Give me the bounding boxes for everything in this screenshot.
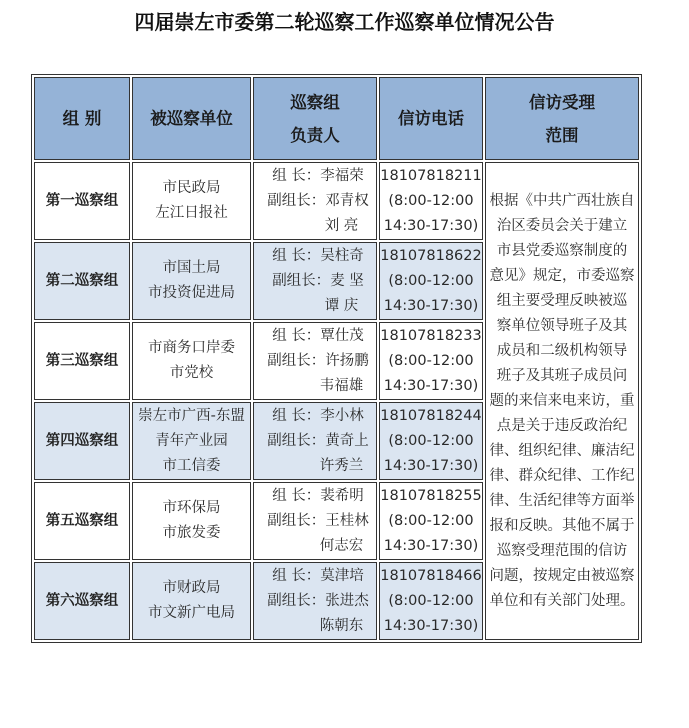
header-leader-line2: 负责人 [290,125,340,145]
header-leader-line1: 巡察组 [290,92,340,112]
page-title: 四届崇左市委第二轮巡察工作巡察单位情况公告 [134,10,555,34]
group-leaders [253,322,377,400]
phone-number: 18107818233 [380,327,482,344]
scope-line: 班子及其班子成员问 [496,367,628,384]
inspected-units [132,242,251,320]
scope-line: 根据《中共广西壮族自 [489,192,635,209]
scope-line: 意见》规定，市委巡察 [489,267,635,284]
leader-name: 组 长：裴希明 [272,487,364,504]
scope-line: 组主要受理反映被巡 [496,292,628,309]
inspected-units [132,562,251,640]
deputy-name: 何志宏 [319,537,364,554]
leader-name: 组 长：吴柱奇 [272,247,364,264]
header-scope [485,77,639,160]
unit-name: 市环保局 [162,500,221,516]
unit-name: 左江日报社 [155,205,228,221]
scope-line: 律、生活纪律等方面举 [489,492,635,509]
deputy-name: 刘 亮 [324,217,359,234]
office-hours: (8:00-12:00 [388,512,474,529]
group-name: 第一巡察组 [34,162,130,240]
deputy-label: 副组长： [267,432,326,449]
deputy-label: 副组长： [267,192,326,209]
unit-name: 市文新广电局 [148,605,235,621]
phone-number: 18107818211 [380,167,482,184]
office-hours: 14:30-17:30) [383,617,479,634]
group-leaders [253,162,377,240]
table-row [34,162,639,240]
unit-name: 市工信委 [162,457,221,474]
deputy-name: 黄奇上 [325,432,369,449]
hotline [379,322,483,400]
scope-line: 律、组织纪律、廉洁纪 [489,442,635,459]
deputy-name: 麦 坚 [330,272,364,289]
group-leaders [253,242,377,320]
petition-scope [485,162,639,640]
deputy-label: 副组长： [267,592,326,609]
group-name: 第六巡察组 [34,562,130,640]
unit-name: 青年产业园 [155,432,228,449]
inspected-units [132,322,251,400]
deputy-line [260,189,376,214]
unit-name: 市国土局 [162,260,221,276]
deputy-name: 许扬鹏 [325,352,369,369]
office-hours: 14:30-17:30) [383,377,479,394]
header-scope-line1: 信访受理 [529,92,595,112]
deputy-line [260,429,376,454]
office-hours: (8:00-12:00 [388,432,474,449]
phone-number: 18107818466 [380,567,482,584]
group-name: 第二巡察组 [34,242,130,320]
office-hours: 14:30-17:30) [383,537,479,554]
leader-name: 组 长：李小林 [272,407,364,424]
inspected-units [132,482,251,560]
hotline [379,242,483,320]
deputy-name: 陈朝东 [319,617,364,634]
deputy-name: 王桂林 [325,512,369,529]
deputy-line [260,509,376,534]
deputy-name: 韦福雄 [319,377,364,394]
phone-number: 18107818255 [380,487,482,504]
office-hours: (8:00-12:00 [388,272,474,289]
hotline [379,402,483,480]
inspection-table [31,74,642,643]
group-leaders [253,482,377,560]
header-group: 组 别 [34,77,130,160]
scope-line: 问题，按规定由被巡察 [489,567,635,584]
scope-line: 点是关于违反政治纪 [496,417,628,434]
table-header-row [34,77,639,160]
phone-number: 18107818622 [380,247,482,264]
scope-line: 市县党委巡察制度的 [496,242,628,259]
deputy-line [260,269,376,294]
scope-line: 律、群众纪律、工作纪 [489,467,635,484]
scope-line: 题的来信来电来访，重 [489,392,635,409]
group-name: 第三巡察组 [34,322,130,400]
header-unit: 被巡察单位 [132,77,251,160]
office-hours: 14:30-17:30) [383,217,479,234]
hotline [379,162,483,240]
inspected-units [132,162,251,240]
unit-name: 市商务口岸委 [148,340,235,356]
office-hours: (8:00-12:00 [388,592,474,609]
leader-name: 组 长：莫津培 [272,567,364,584]
group-leaders [253,402,377,480]
deputy-name: 谭 庆 [324,297,359,314]
scope-line: 察单位领导班子及其 [496,317,628,334]
group-name: 第四巡察组 [34,402,130,480]
phone-number: 18107818244 [380,407,482,424]
unit-name: 市投资促进局 [148,285,235,301]
deputy-line [260,589,376,614]
hotline [379,562,483,640]
unit-name: 市财政局 [162,580,221,596]
scope-line: 巡察受理范围的信访 [496,542,628,559]
unit-name: 崇左市广西-东盟 [138,407,245,424]
deputy-label: 副组长： [267,512,326,529]
deputy-name: 许秀兰 [319,457,364,474]
deputy-label: 副组长： [267,352,326,369]
office-hours: 14:30-17:30) [383,297,479,314]
scope-line: 治区委员会关于建立 [496,217,628,234]
office-hours: (8:00-12:00 [388,192,474,209]
scope-line: 单位和有关部门处理。 [489,592,635,609]
deputy-name: 张进杰 [325,592,369,609]
leader-name: 组 长：李福荣 [272,167,364,184]
unit-name: 市民政局 [162,180,221,196]
deputy-name: 邓青权 [325,192,369,209]
unit-name: 市旅发委 [162,525,221,541]
header-leader [253,77,377,160]
hotline [379,482,483,560]
leader-name: 组 长：覃仕茂 [272,327,364,344]
scope-line: 成员和二级机构领导 [496,342,628,359]
office-hours: 14:30-17:30) [383,457,479,474]
header-scope-line2: 范围 [545,125,579,145]
group-name: 第五巡察组 [34,482,130,560]
scope-line: 报和反映。其他不属于 [489,517,635,534]
unit-name: 市党校 [169,365,214,381]
deputy-line [260,349,376,374]
office-hours: (8:00-12:00 [388,352,474,369]
header-phone: 信访电话 [379,77,483,160]
inspected-units [132,402,251,480]
group-leaders [253,562,377,640]
deputy-label: 副组长： [272,272,331,289]
